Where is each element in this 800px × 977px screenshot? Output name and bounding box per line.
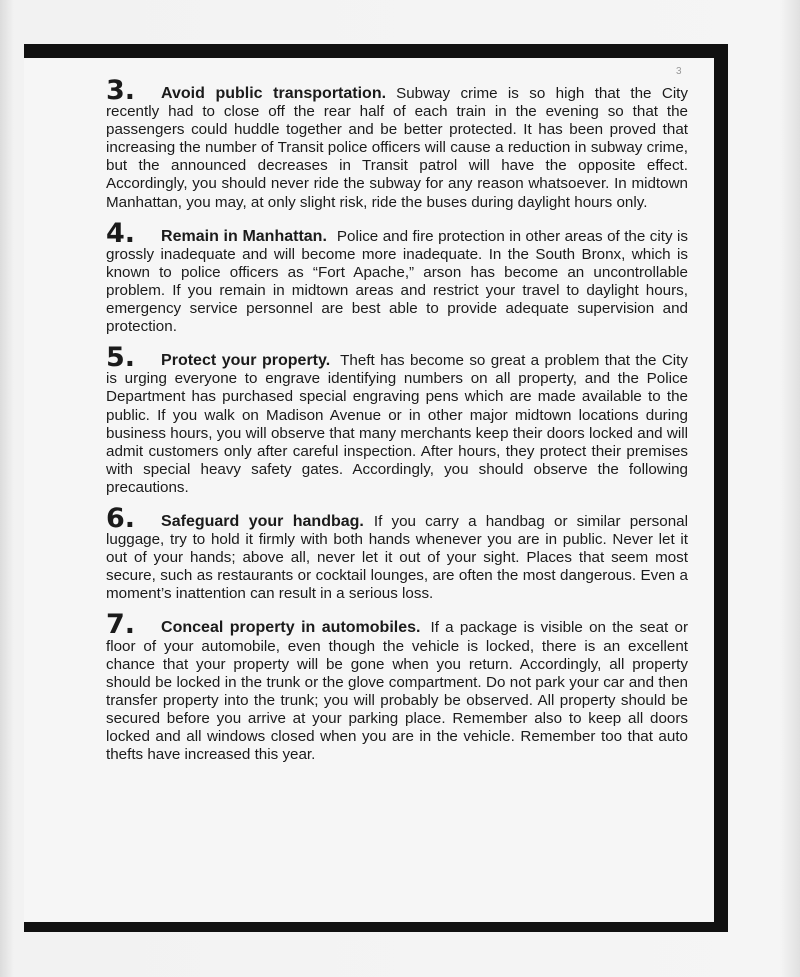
section-paragraph — [106, 609, 689, 764]
section-6 — [106, 502, 688, 603]
section-body: Theft has become so great a problem that the City is urging everyone to engrave identifying numbers on all property, and the Police Department has purchased special engraving pens which are made available to the public. If you walk on Madison Avenue or in other major midtown locations during business hours, you will observe that many merchants keep their doors locked and will admit customers only after careful inspection. After hours, they protect their premises with special heavy safety gates. Accordingly, you should observe the following precautions. — [106, 352, 688, 496]
section-paragraph — [106, 217, 688, 337]
section-number: 3. — [106, 75, 136, 106]
section-paragraph — [106, 502, 688, 603]
section-body: Police and fire protection in other areas of the city is grossly inadequate and will become more inadequate. In the South Bronx, which is known to police officers as “Fort Apache,” arson has become an uncontrollable problem. If you remain in midtown areas and restrict your travel to daylight hours, emergency service personnel are best able to provide adequate supervision and protection. — [106, 227, 688, 336]
section-heading: Remain in Manhattan. — [161, 227, 327, 245]
section-paragraph — [106, 75, 689, 212]
section-heading: Safeguard your handbag. — [161, 512, 364, 530]
section-number: 4. — [106, 217, 136, 249]
section-heading: Avoid public transportation. — [161, 85, 387, 102]
section-5 — [106, 342, 688, 497]
section-4 — [106, 217, 688, 337]
section-body: Subway crime is so high that the City recently had to close off the rear half of each train in the evening so that the passengers could huddle together and be better protected. It has been proved that increasing the number of Transit police officers will cause a reduction in subway crime, but the announced decreases in Transit patrol will have the opposite effect. Accordingly, you should never ride the subway for any reason whatsoever. In midtown Manhattan, you may, at only slight risk, ride the buses during daylight hours only. — [106, 85, 689, 211]
section-body: If you carry a handbag or similar personal luggage, try to hold it firmly with both hands whenever you are in public. Never let it out of your hands; above all, never let it out of your sight. Places that seem most secure, such as restaurants or cocktail lounges, are often the most dangerous. Even a moment’s inattention can result in a serious loss. — [106, 512, 688, 603]
section-number: 7. — [106, 609, 136, 641]
page-number: 3 — [676, 66, 682, 77]
section-heading: Conceal property in automobiles. — [161, 619, 421, 637]
section-body: If a package is visible on the seat or floor of your automobile, even though the vehicle is locked, there is an excellent chance that your property will be gone when you return. Accordingly, all property should be locked in the trunk or the glove compartment. Do not park your car and then transfer property into the trunk; you will probably be observed. All property should be secured before you arrive at your parking place. Remember also to keep all doors locked and all windows closed when you are in the vehicle. Remember too that auto thefts have increased this year. — [106, 619, 689, 764]
section-heading: Protect your property. — [161, 352, 331, 370]
section-number: 5. — [106, 342, 136, 374]
section-number: 6. — [106, 502, 136, 534]
section-3 — [106, 75, 689, 212]
section-paragraph — [106, 342, 688, 497]
document-body — [106, 75, 689, 777]
section-7 — [106, 609, 689, 764]
